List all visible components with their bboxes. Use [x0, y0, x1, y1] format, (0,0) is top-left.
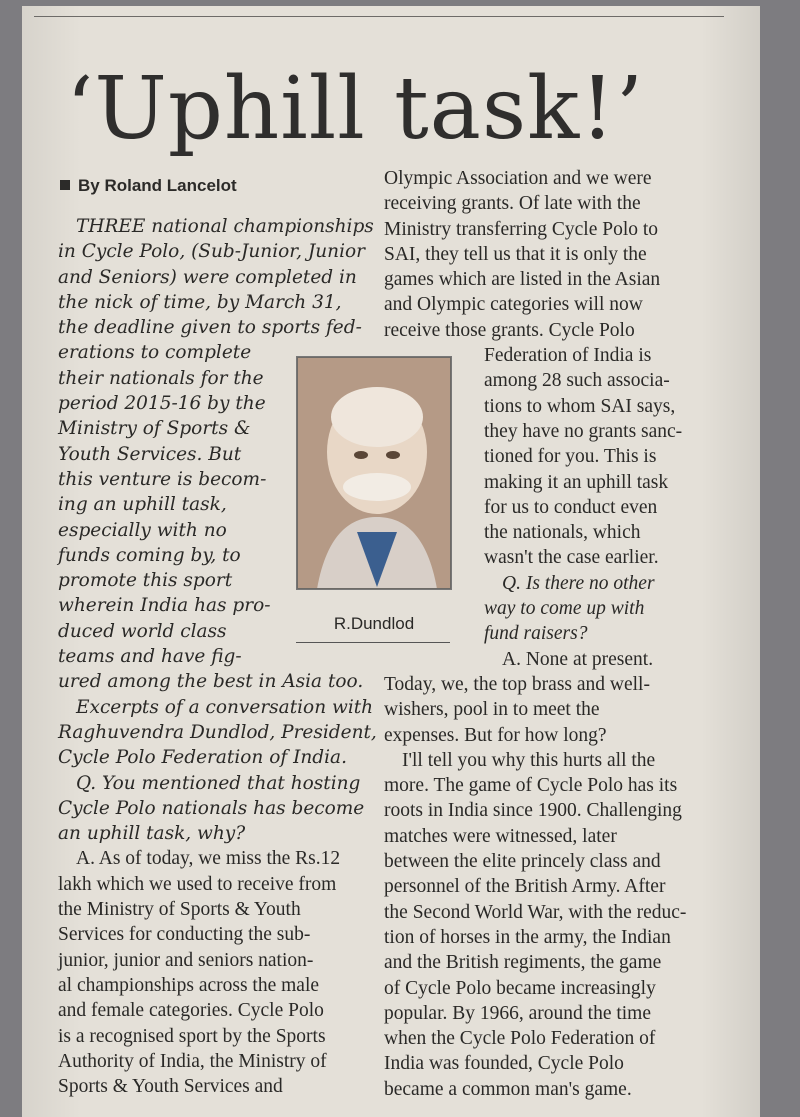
text-line: wherein India has pro-: [58, 595, 271, 617]
text-line: personnel of the British Army. After: [384, 876, 666, 898]
text-line: A. As of today, we miss the Rs.12: [76, 848, 341, 870]
text-line: they have no grants sanc-: [484, 420, 683, 442]
byline-text: By Roland Lancelot: [78, 176, 237, 195]
text-line: of Cycle Polo became increasingly: [384, 977, 656, 999]
newspaper-page: [22, 6, 760, 1117]
text-line: for us to conduct even: [484, 496, 658, 518]
left-column: [58, 214, 384, 1099]
text-line: SAI, they tell us that it is only the: [384, 243, 647, 265]
top-rule: [34, 16, 724, 17]
text-line: tions to whom SAI says,: [484, 395, 676, 417]
text-line: wasn't the case earlier.: [484, 547, 659, 569]
text-line: fund raisers?: [484, 623, 588, 645]
text-line: receiving grants. Of late with the: [384, 193, 641, 215]
text-line: Ministry transferring Cycle Polo to: [384, 218, 659, 240]
text-line: Ministry of Sports &: [58, 418, 251, 440]
text-line: the nick of time, by March 31,: [58, 291, 342, 313]
text-line: in Cycle Polo, (Sub-Junior, Junior: [58, 241, 365, 263]
text-line: Q. You mentioned that hosting: [76, 772, 361, 794]
text-line: wishers, pool in to meet the: [384, 699, 600, 721]
text-line: junior, junior and seniors nation-: [58, 949, 314, 971]
text-line: an uphill task, why?: [58, 823, 246, 845]
text-line: and the British regiments, the game: [384, 952, 662, 974]
excerpt-paragraph: [58, 695, 384, 771]
text-line: Today, we, the top brass and well-: [384, 673, 650, 695]
text-line: the deadline given to sports fed-: [58, 317, 362, 339]
text-line: I'll tell you why this hurts all the: [402, 749, 656, 771]
text-line: making it an uphill task: [484, 471, 669, 493]
byline: [60, 176, 237, 196]
text-line: funds coming by, to: [58, 544, 241, 566]
text-line: India was founded, Cycle Polo: [384, 1053, 624, 1075]
text-line: games which are listed in the Asian: [384, 269, 661, 291]
text-line: Q. Is there no other: [502, 572, 655, 594]
text-line: roots in India since 1900. Challenging: [384, 800, 682, 822]
text-line: between the elite princely class and: [384, 851, 661, 873]
photo-caption: R.Dundlod: [333, 614, 415, 633]
text-line: their nationals for the: [58, 367, 264, 389]
question-2: [384, 571, 714, 647]
text-line: Excerpts of a conversation with: [76, 696, 374, 718]
text-line: Cycle Polo nationals has become: [58, 797, 365, 819]
text-line: lakh which we used to receive from: [58, 873, 337, 895]
text-line: this venture is becom-: [58, 468, 267, 490]
text-line: popular. By 1966, around the time: [384, 1002, 652, 1024]
text-line: receive those grants. Cycle Polo: [384, 319, 635, 341]
text-line: duced world class: [58, 620, 227, 642]
right-column: [384, 166, 714, 1102]
text-line: among 28 such associa-: [484, 370, 670, 392]
answer-1: [58, 846, 384, 1099]
text-line: the nationals, which: [484, 522, 641, 544]
text-line: the Ministry of Sports & Youth: [58, 899, 301, 921]
text-line: THREE national championships: [76, 216, 374, 237]
text-line: became a common man's game.: [384, 1078, 632, 1100]
text-line: matches were witnessed, later: [384, 825, 617, 847]
text-line: Federation of India is: [484, 345, 652, 367]
text-line: tioned for you. This is: [484, 446, 657, 468]
text-line: Raghuvendra Dundlod, President,: [58, 721, 377, 743]
text-line: and female categories. Cycle Polo: [58, 1000, 324, 1022]
text-line: when the Cycle Polo Federation of: [384, 1028, 656, 1050]
paragraph-history: [384, 748, 714, 1102]
text-line: is a recognised sport by the Sports: [58, 1025, 326, 1047]
text-line: ing an uphill task,: [58, 494, 227, 516]
answer-2: [384, 647, 714, 748]
headline: ‘Uphill task!’: [66, 59, 645, 159]
text-line: al championships across the male: [58, 974, 320, 996]
answer-1-continued: [384, 166, 714, 571]
text-line: erations to complete: [58, 342, 252, 364]
text-line: the Second World War, with the reduc-: [384, 901, 687, 923]
text-line: Services for conducting the sub-: [58, 924, 311, 946]
text-line: teams and have fig-: [58, 646, 242, 668]
text-line: way to come up with: [484, 598, 645, 620]
question-1: [58, 771, 384, 847]
text-line: especially with no: [58, 519, 227, 541]
text-line: expenses. But for how long?: [384, 724, 607, 746]
text-line: A. None at present.: [502, 648, 654, 670]
byline-bullet-icon: [60, 180, 70, 190]
text-line: and Seniors) were completed in: [58, 266, 357, 288]
text-line: promote this sport: [58, 570, 233, 592]
text-line: tion of horses in the army, the Indian: [384, 926, 671, 948]
text-line: ured among the best in Asia too.: [58, 671, 364, 693]
text-line: period 2015-16 by the: [58, 393, 266, 415]
text-line: more. The game of Cycle Polo has its: [384, 775, 678, 797]
text-line: Authority of India, the Ministry of: [58, 1050, 327, 1072]
text-line: Youth Services. But: [58, 443, 242, 465]
text-line: Olympic Association and we were: [384, 168, 652, 189]
text-line: Sports & Youth Services and: [58, 1076, 283, 1098]
text-line: and Olympic categories will now: [384, 294, 643, 316]
text-line: Cycle Polo Federation of India.: [58, 747, 347, 769]
